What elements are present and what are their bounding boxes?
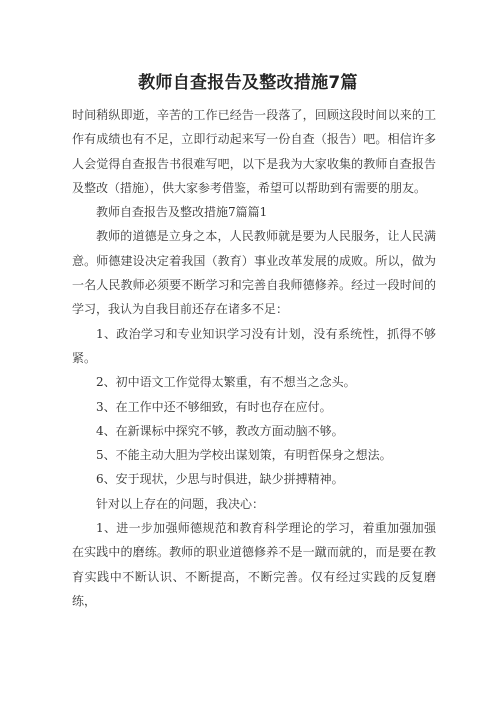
shortcoming-item: 1、政治学习和专业知识学习没有计划，没有系统性，抓得不够紧。	[72, 326, 436, 365]
intro-paragraph: 时间稍纵即逝，辛苦的工作已经告一段落了，回顾这段时间以来的工作有成绩也有不足，立即行动起来写一份自查（报告）吧。相信许多人会觉得自查报告书很难写吧，以下是我为大家收集的教师自查报告及整改（措施），供大家参考借鉴，希望可以帮助到有需要的朋友。	[72, 108, 436, 195]
document-body	[72, 103, 436, 613]
shortcoming-item: 5、不能主动大胆为学校出谋划策，有明哲保身之想法。	[96, 448, 392, 463]
body-paragraph: 教师的道德是立身之本，人民教师就是要为人民服务，让人民满意。师德建设决定着我国（教育）事业改革发展的成败。所以，做为一名人民教师必须要不断学习和完善自我师德修养。经过一段时间的学习，我认为自我目前还存在诸多不足：	[72, 229, 436, 317]
document-title: 教师自查报告及整改措施7篇	[138, 73, 358, 93]
resolution-lead: 针对以上存在的问题，我决心：	[96, 496, 265, 511]
shortcoming-item: 3、在工作中还不够细致，有时也存在应付。	[96, 399, 332, 414]
shortcoming-item: 4、在新课标中探究不够，教改方面动脑不够。	[96, 423, 344, 438]
resolution-item: 1、进一步加强师德规范和教育科学理论的学习，着重加强加强在实践中的磨练。教师的职业道德修养不是一蹴而就的，而是要在教育实践中不断认识、不断提高，不断完善。仅有经过实践的反复磨练，	[72, 521, 436, 608]
section-heading: 教师自查报告及整改措施7篇篇1	[96, 205, 268, 220]
shortcoming-item: 6、安于现状，少思与时俱进，缺少拼搏精神。	[96, 472, 344, 487]
shortcoming-item: 2、初中语文工作觉得太繁重，有不想当之念头。	[96, 375, 356, 390]
